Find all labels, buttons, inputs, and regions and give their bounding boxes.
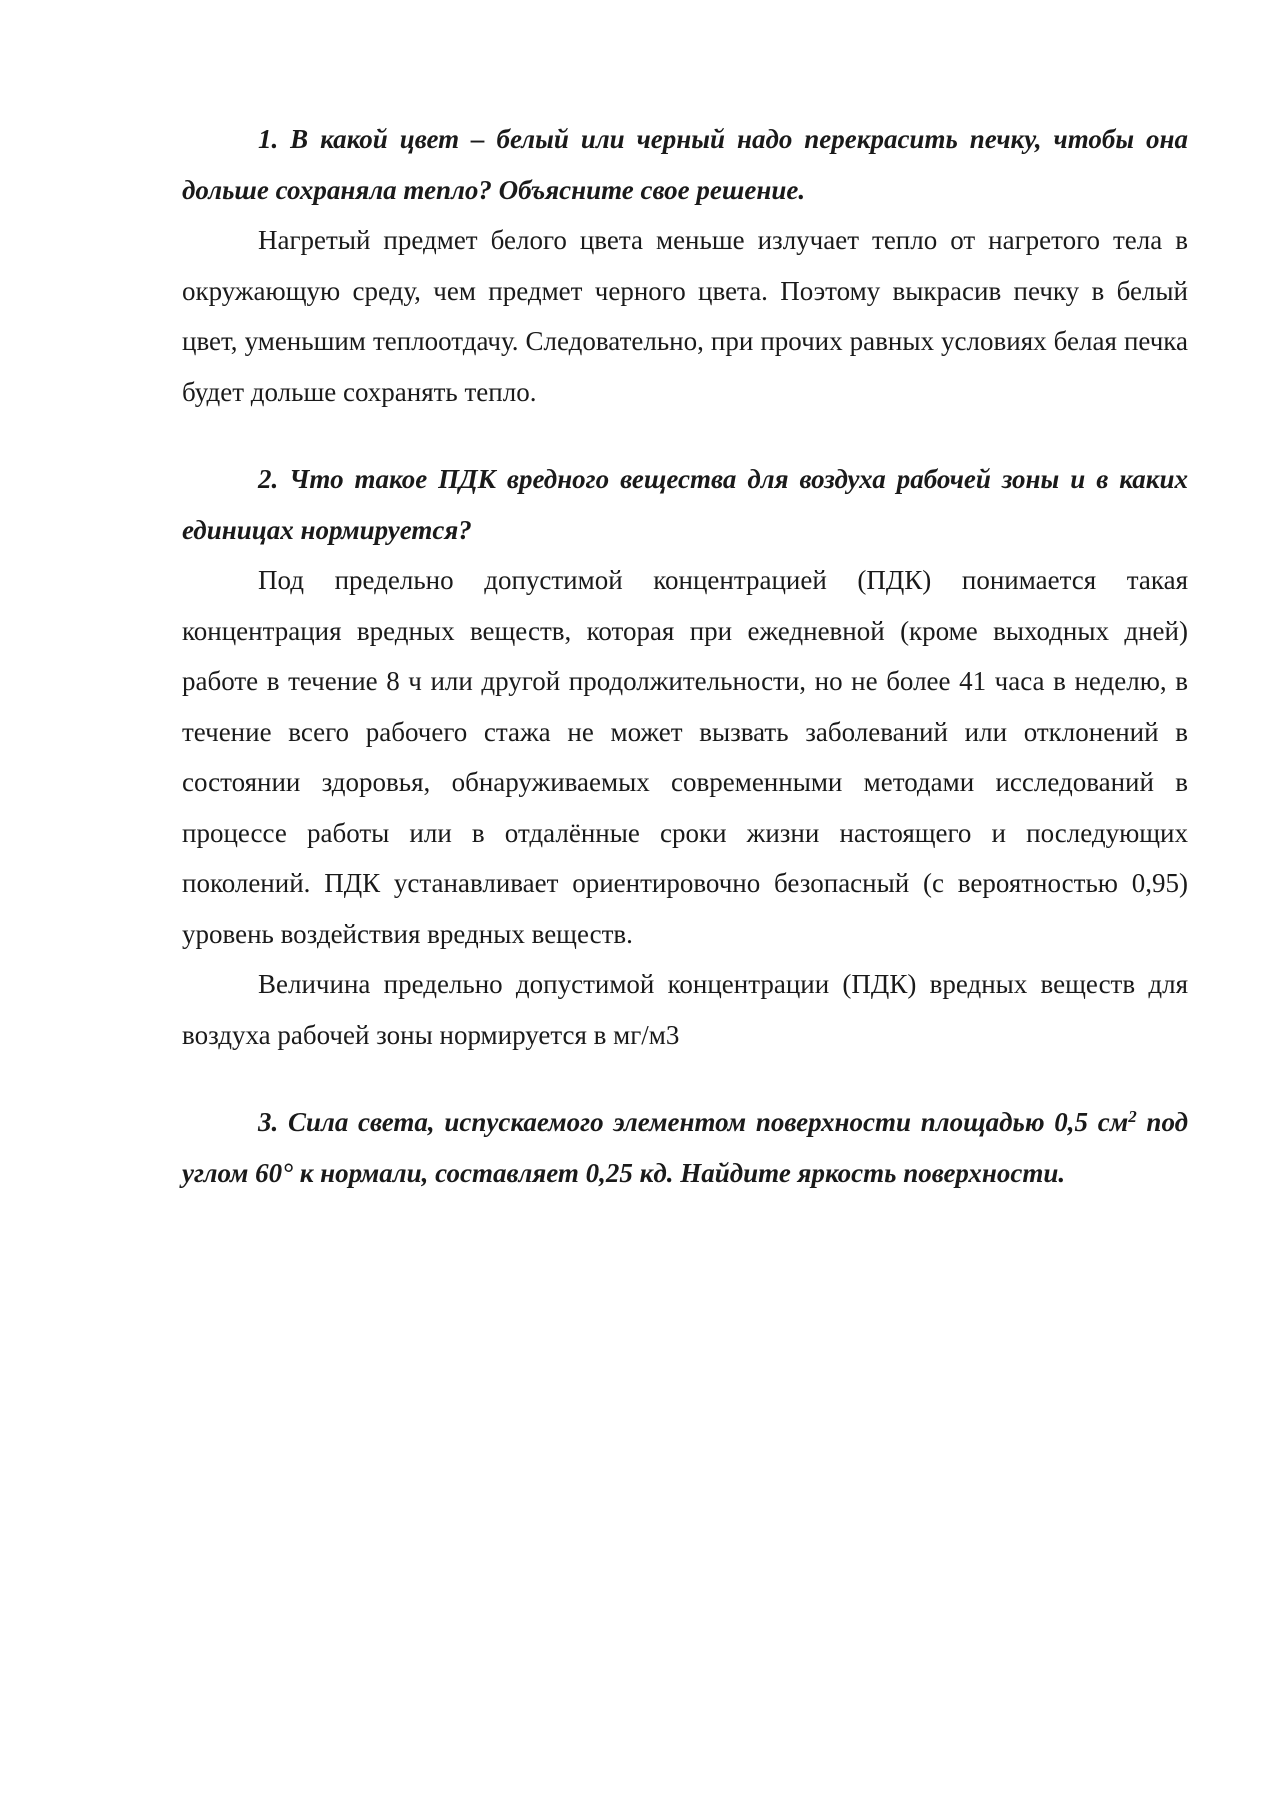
document-body (182, 114, 1188, 1198)
answer-2-paragraph-2: Величина предельно допустимой концентрации (ПДК) вредных веществ для воздуха рабочей зоны нормируется в мг/м3 (182, 969, 1188, 1050)
question-2: 2. Что такое ПДК вредного вещества для воздуха рабочей зоны и в каких единицах нормируется? (182, 464, 1188, 545)
question-3-superscript: 2 (1128, 1107, 1137, 1126)
answer-2-paragraph-1: Под предельно допустимой концентрацией (ПДК) понимается такая концентрация вредных веществ, которая при ежедневной (кроме выходных дней) работе в течение 8 ч или другой продолжительности, но не более 41 часа в неделю, в течение всего рабочего стажа не может вызвать заболеваний или отклонений в состоянии здоровья, обнаруживаемых современными методами исследований в процессе работы или в отдалённые сроки жизни настоящего и последующих поколений. ПДК устанавливает ориентировочно безопасный (с вероятностью 0,95) уровень воздействия вредных веществ. (182, 565, 1188, 949)
question-3-text-end: под углом 60° к нормали, составляет 0,25 кд. Найдите яркость поверхности. (182, 1107, 1188, 1188)
section-gap (182, 417, 1188, 454)
question-1: 1. В какой цвет – белый или черный надо перекрасить печку, чтобы она дольше сохраняла тепло? Объясните свое решение. (182, 124, 1188, 205)
section-gap (182, 1060, 1188, 1097)
answer-1: Нагретый предмет белого цвета меньше излучает тепло от нагретого тела в окружающую среду, чем предмет черного цвета. Поэтому выкрасив печку в белый цвет, уменьшим теплоотдачу. Следовательно, при прочих равных условиях белая печка будет дольше сохранять тепло. (182, 225, 1188, 407)
question-3 (182, 1097, 1188, 1198)
question-3-text-start: 3. Сила света, испускаемого элементом поверхности площадью 0,5 см (258, 1107, 1129, 1137)
